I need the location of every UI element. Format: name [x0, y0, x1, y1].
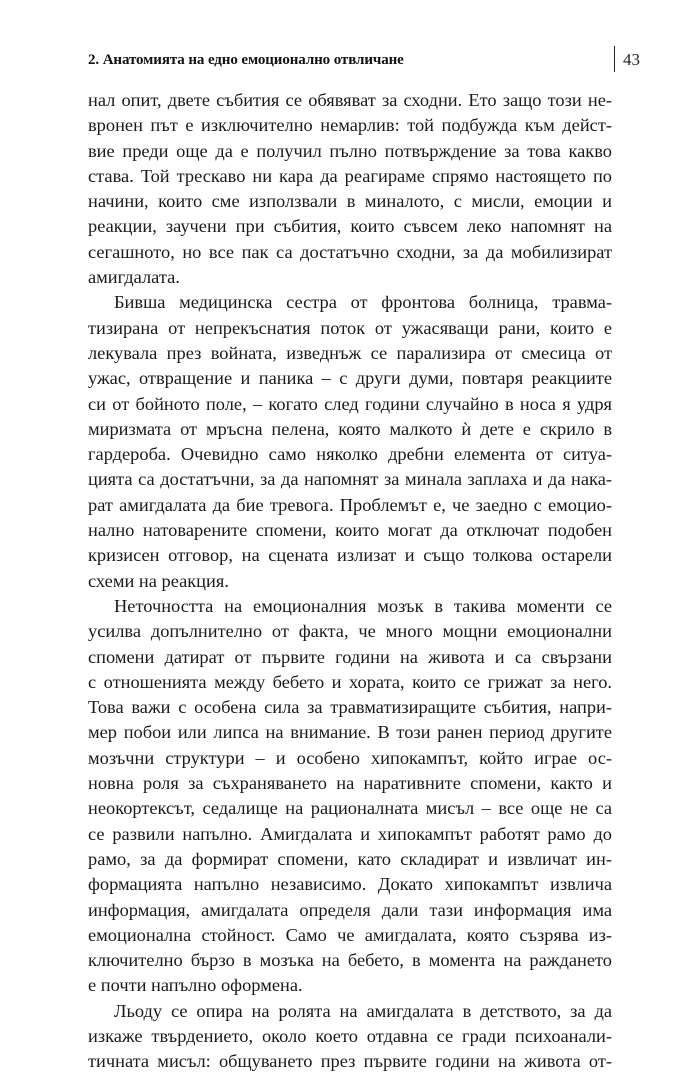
header-divider	[614, 46, 615, 72]
text-line: емоционална стойност. Само че амигдалата, която съзрява из-	[88, 924, 612, 945]
text-line: усилва допълнително от факта, че много мощни емоционални	[88, 621, 612, 642]
text-line: схеми на реакция.	[88, 570, 229, 591]
text-line: вронен път е изключително немарлив: той подбужда към дейст-	[88, 115, 612, 136]
text-line: рат амигдалата да бие тревога. Проблемът е, че заедно с емоцио-	[88, 494, 612, 515]
text-line: кризисен отговор, на сцената излизат и също толкова остарели	[88, 545, 612, 566]
text-line: цията са достатъчни, за да напомнят за минала заплаха и да нака-	[88, 469, 612, 490]
text-line: мозъчни структури – и особено хипокампът, който играе ос-	[88, 747, 612, 768]
text-line: сегашното, но все пак са достатъчно сходни, за да мобилизират	[88, 241, 612, 262]
text-line: става. Той трескаво ни кара да реагираме спрямо настоящето по	[88, 165, 612, 186]
running-header	[88, 46, 640, 76]
text-line: гардероба. Очевидно само няколко дребни елемента от ситуа-	[88, 444, 612, 465]
text-line: Неточността на емоционалния мозък в такива моменти се	[114, 595, 612, 616]
text-line: неокортексът, седалище на рационалната мисъл – все още не са	[88, 798, 612, 819]
text-line: нал опит, двете събития се обявяват за сходни. Ето защо този не-	[88, 90, 612, 110]
text-line: новна роля за съхраняването на наративните спомени, както и	[88, 773, 612, 794]
text-line: с отношенията между бебето и хората, които се грижат за него.	[88, 671, 612, 692]
text-line: тичната мисъл: общуването през първите години на живота от-	[88, 1051, 612, 1072]
text-line: изкаже твърдението, около което отдавна се гради психоанали-	[88, 1025, 612, 1046]
text-line: нално натоварените спомени, които могат да отключат подобен	[88, 520, 612, 541]
text-line: мер побои или липса на внимание. В този ранен период другите	[88, 722, 612, 743]
chapter-title: 2. Анатомията на едно емоционално отвличане	[88, 52, 404, 68]
text-line: Това важи с особена сила за травматизиращите събития, напри-	[88, 697, 612, 718]
text-line: информация, амигдалата определя дали тази информация има	[88, 899, 612, 920]
body-text	[88, 88, 612, 1075]
text-line: Бивша медицинска сестра от фронтова болница, травма-	[114, 292, 612, 313]
text-line: Льоду се опира на ролята на амигдалата в детството, за да	[114, 1000, 612, 1021]
text-line: рамо, за да формират спомени, като складират и извличат ин-	[88, 848, 612, 869]
page-number: 43	[623, 50, 640, 69]
text-line: лекувала през войната, изведнъж се парализира от смесица от	[88, 342, 612, 363]
text-line: ужас, отвращение и паника – с други думи, повтаря реакциите	[88, 368, 612, 389]
text-line: реакции, заучени при събития, които съвсем леко напомнят на	[88, 216, 612, 237]
text-line: тизирана от непрекъснатия поток от ужасяващи рани, които е	[88, 317, 612, 338]
text-line: формацията напълно независимо. Докато хипокампът извлича	[88, 874, 612, 895]
text-line: начини, които сме използвали в миналото, с мисли, емоции и	[88, 191, 612, 212]
text-line: вие преди още да е получил пълно потвърждение за това какво	[88, 140, 612, 161]
text-line: миризмата от мръсна пелена, която малкото ѝ дете е скрило в	[88, 418, 612, 439]
text-line: си от бойното поле, – когато след години случайно в носа я удря	[88, 393, 612, 414]
text-line: ключително бързо в мозъка на бебето, в момента на раждането	[88, 950, 612, 971]
text-line: спомени датират от първите години на живота и са свързани	[88, 646, 612, 667]
text-line: се развили напълно. Амигдалата и хипокампът работят рамо до	[88, 823, 612, 844]
text-line: амигдалата.	[88, 267, 180, 288]
text-line: е почти напълно оформена.	[88, 975, 303, 996]
